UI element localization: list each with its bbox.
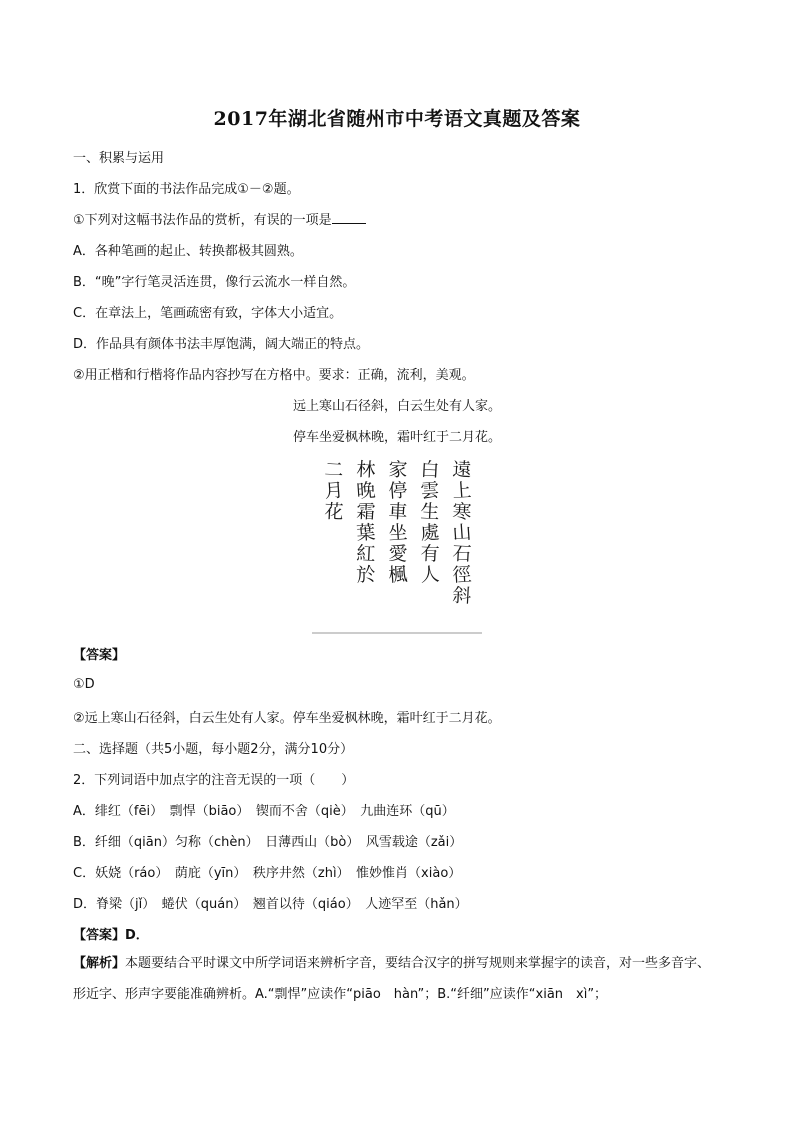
- calligraphy-char-5-2: 月: [323, 479, 345, 503]
- answer-1-part-2: ②远上寒山石径斜，白云生处有人家。停车坐爱枫林晚，霜叶红于二月花。: [73, 711, 501, 726]
- poem-line-2: 停车坐爱枫林晚，霜叶红于二月花。: [292, 430, 501, 445]
- calligraphy-char-1-6: 徑: [451, 563, 473, 587]
- section-heading-accumulation: 一、积累与运用: [73, 151, 165, 166]
- answer-1-part-1: ①D: [73, 677, 95, 692]
- answer-1-label: 【答案】: [73, 648, 126, 663]
- calligraphy-char-1-1: 遠: [451, 458, 473, 482]
- analysis-paragraph: [73, 948, 723, 1010]
- calligraphy-char-4-2: 晚: [355, 479, 377, 503]
- question-1-option-d: D．作品具有颜体书法丰厚饱满，阔大端正的特点。: [73, 337, 370, 352]
- calligraphy-char-4-3: 霜: [355, 500, 377, 524]
- calligraphy-char-2-2: 雲: [419, 479, 441, 503]
- question-1-sub2: ②用正楷和行楷将作品内容抄写在方格中。要求：正确，流利，美观。: [73, 368, 475, 383]
- analysis-text: 本题要结合平时课文中所学词语来辨析字音，要结合汉字的拼写规则来掌握字的读音，对一些多音字、形近字、形声字要能准确辨析。A.“剽悍”应读作“piāo hàn”；B.“纤细”应读作“xiān xì”；: [73, 956, 711, 1002]
- calligraphy-char-3-4: 坐: [387, 521, 409, 545]
- question-1-option-b: B．“晚”字行笔灵活连贯，像行云流水一样自然。: [73, 275, 356, 290]
- calligraphy-char-1-2: 上: [451, 479, 473, 503]
- calligraphy-char-2-5: 有: [419, 542, 441, 566]
- calligraphy-char-5-1: 二: [323, 458, 345, 482]
- calligraphy-char-5-3: 花: [323, 500, 345, 524]
- document-title: 2017年湖北省随州市中考语文真题及答案: [213, 108, 581, 130]
- calligraphy-char-2-3: 生: [419, 500, 441, 524]
- calligraphy-char-1-5: 石: [451, 542, 473, 566]
- answer-blank: [332, 211, 366, 224]
- question-2-stem: 2．下列词语中加点字的注音无误的一项（ ）: [73, 773, 355, 788]
- question-2-option-d: D．脊梁（jǐ） 蜷伏（quán） 翘首以待（qiáo） 人迹罕至（hǎn）: [73, 897, 468, 912]
- calligraphy-char-4-5: 紅: [355, 542, 377, 566]
- calligraphy-char-4-6: 於: [355, 563, 377, 587]
- calligraphy-char-3-5: 愛: [387, 542, 409, 566]
- question-2-option-a: A．绯红（fēi） 剽悍（biāo） 锲而不舍（qiè） 九曲连环（qū）: [73, 804, 455, 819]
- calligraphy-image: [312, 456, 482, 636]
- answer-2-line: 【答案】D．: [73, 928, 149, 943]
- calligraphy-char-2-1: 白: [419, 458, 441, 482]
- question-1-option-a: A．各种笔画的起止、转换都极其圆熟。: [73, 244, 303, 259]
- calligraphy-char-2-6: 人: [419, 563, 441, 587]
- calligraphy-char-3-3: 車: [387, 500, 409, 524]
- question-2-option-b: B．纤细（qiān）匀称（chèn） 日薄西山（bò） 风雪载途（zǎi）: [73, 835, 463, 850]
- calligraphy-char-3-6: 楓: [387, 563, 409, 587]
- calligraphy-char-1-7: 斜: [451, 584, 473, 608]
- calligraphy-char-4-4: 葉: [355, 521, 377, 545]
- calligraphy-char-1-4: 山: [451, 521, 473, 545]
- analysis-label: 【解析】: [73, 956, 126, 971]
- calligraphy-char-2-4: 處: [419, 521, 441, 545]
- question-1-sub1: [73, 209, 366, 228]
- poem-line-1: 远上寒山石径斜，白云生处有人家。: [292, 399, 501, 414]
- question-1-option-c: C．在章法上，笔画疏密有致，字体大小适宜。: [73, 306, 343, 321]
- calligraphy-char-1-3: 寒: [451, 500, 473, 524]
- question-1-sub1-text: ①下列对这幅书法作品的赏析，有误的一项是: [73, 213, 332, 228]
- calligraphy-char-4-1: 林: [355, 458, 377, 482]
- calligraphy-char-3-1: 家: [387, 458, 409, 482]
- question-1-stem: 1．欣赏下面的书法作品完成①－②题。: [73, 182, 300, 197]
- question-2-option-c: C．妖娆（ráo） 荫庇（yīn） 秩序井然（zhì） 惟妙惟肖（xiào）: [73, 866, 462, 881]
- calligraphy-artwork: [312, 456, 482, 636]
- section-heading-choice: 二、选择题（共5小题，每小题2分，满分10分）: [73, 742, 354, 757]
- calligraphy-char-3-2: 停: [387, 479, 409, 503]
